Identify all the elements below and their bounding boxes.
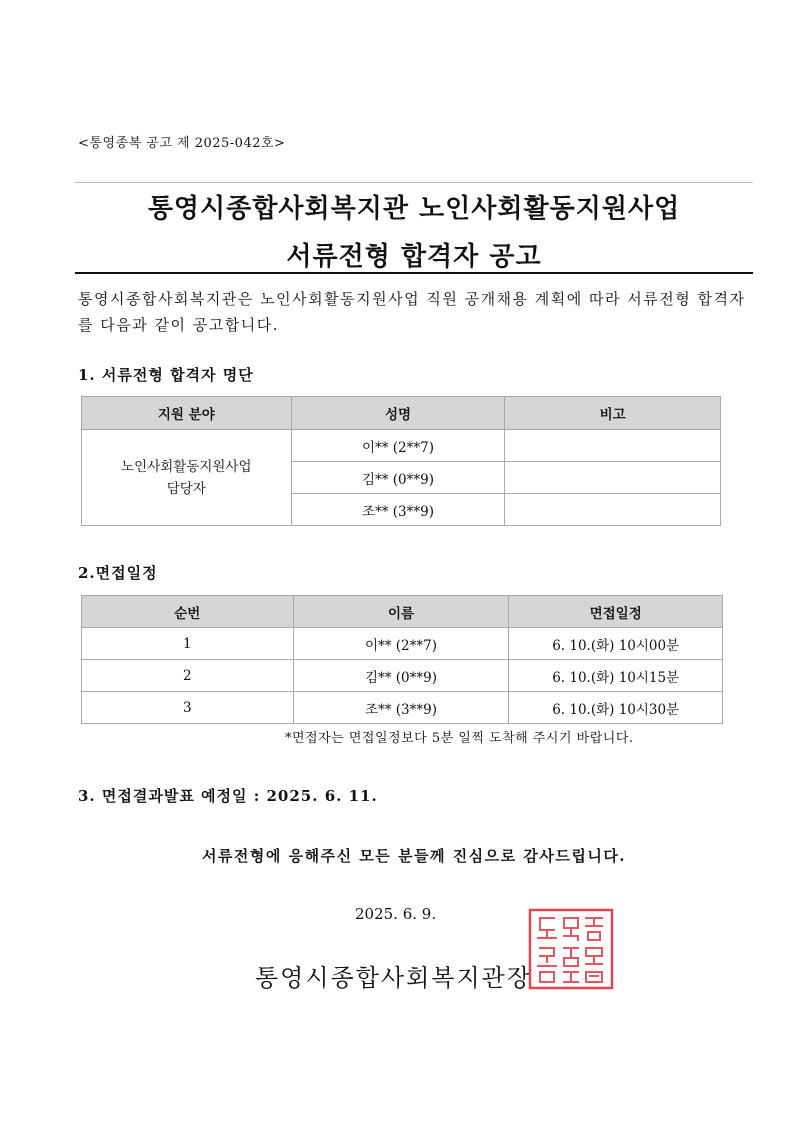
header-no: 순번 — [82, 596, 294, 628]
official-seal-icon — [528, 908, 614, 990]
schedule-cell: 6. 10.(화) 10시00분 — [509, 628, 723, 660]
header-remarks: 비고 — [505, 397, 721, 430]
issue-date: 2025. 6. 9. — [355, 905, 437, 923]
name-cell: 이** (2**7) — [291, 430, 505, 462]
table-row — [82, 430, 721, 462]
remarks-cell — [505, 430, 721, 462]
header-schedule: 면접일정 — [509, 596, 723, 628]
table-header-row — [82, 596, 723, 628]
intro-paragraph: 통영시종합사회복지관은 노인사회활동지원사업 직원 공개채용 계획에 따라 서류전형 합격자를 다음과 같이 공고합니다. — [78, 290, 746, 334]
table-row — [82, 660, 723, 692]
section3-heading: 3. 면접결과발표 예정일 : 2025. 6. 11. — [78, 787, 378, 805]
field-line1: 노인사회활동지원사업 — [121, 458, 252, 475]
schedule-cell: 6. 10.(화) 10시30분 — [509, 692, 723, 724]
section2-heading: 2.면접일정 — [78, 564, 158, 582]
name-cell: 김** (0**9) — [293, 660, 509, 692]
notice-number: <통영종복 공고 제 2025-042호> — [78, 136, 286, 151]
name-cell: 이** (2**7) — [293, 628, 509, 660]
field-line2: 담당자 — [166, 480, 206, 497]
name-cell: 조** (3**9) — [291, 494, 505, 526]
header-name: 이름 — [293, 596, 509, 628]
name-cell: 조** (3**9) — [293, 692, 509, 724]
title-divider — [75, 272, 753, 274]
no-cell: 1 — [82, 628, 294, 660]
no-cell: 2 — [82, 660, 294, 692]
director-signature: 통영시종합사회복지관장 — [255, 964, 533, 992]
interview-note: *면접자는 면접일정보다 5분 일찍 도착해 주시기 바랍니다. — [285, 731, 634, 746]
remarks-cell — [505, 462, 721, 494]
no-cell: 3 — [82, 692, 294, 724]
table-header-row — [82, 397, 721, 430]
page-title: 통영시종합사회복지관 노인사회활동지원사업 — [147, 194, 681, 224]
remarks-cell — [505, 494, 721, 526]
applicants-table — [81, 396, 721, 526]
page-subtitle: 서류전형 합격자 공고 — [286, 242, 542, 272]
table-row — [82, 692, 723, 724]
header-name: 성명 — [291, 397, 505, 430]
field-cell — [82, 430, 292, 526]
table-row — [82, 628, 723, 660]
thanks-message: 서류전형에 응해주신 모든 분들께 진심으로 감사드립니다. — [201, 847, 627, 865]
interview-table — [81, 595, 723, 724]
top-divider — [75, 182, 753, 183]
section1-heading: 1. 서류전형 합격자 명단 — [78, 366, 254, 384]
schedule-cell: 6. 10.(화) 10시15분 — [509, 660, 723, 692]
header-field: 지원 분야 — [82, 397, 292, 430]
name-cell: 김** (0**9) — [291, 462, 505, 494]
